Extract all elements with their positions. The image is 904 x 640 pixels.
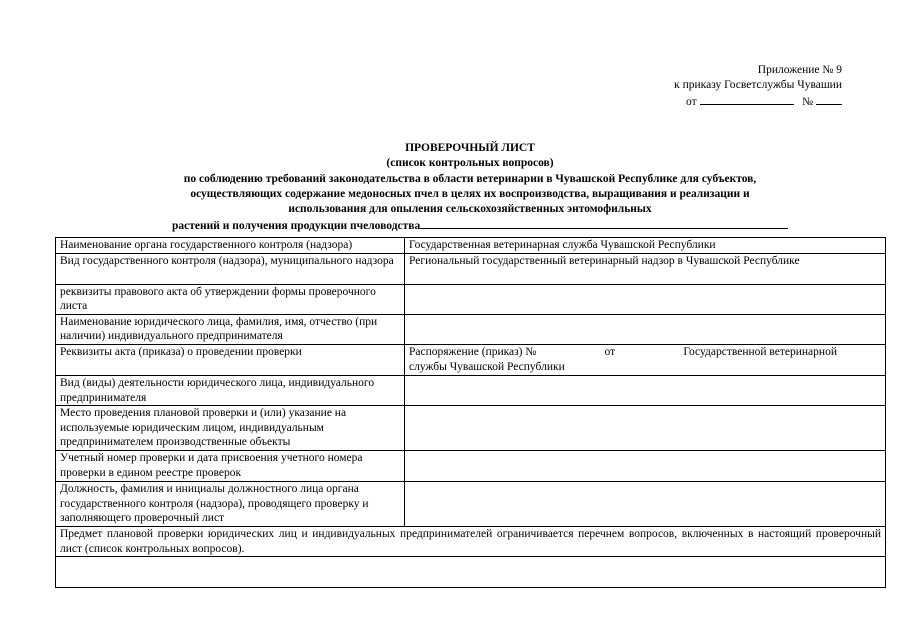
row-label-inspection-place: Место проведения плановой проверки и (или) указание на используемые юридическим лицом, индивидуальным предпринимателем производственные объекты — [56, 406, 405, 451]
header-line-2: осуществляющих содержание медоносных пчел в целях их воспроизводства, выращивания и реализации и — [190, 187, 750, 200]
row-label-activity-type: Вид (виды) деятельности юридического лица, индивидуального предпринимателя — [56, 375, 405, 405]
table-row — [56, 253, 886, 284]
table-row — [56, 527, 886, 557]
row-value-official[interactable] — [405, 482, 886, 527]
order-part-service: Государственной ветеринарной — [683, 345, 837, 358]
header-line-4 — [150, 217, 790, 234]
table-row — [56, 314, 886, 344]
header-line-3: использования для опыления сельскохозяйственных энтомофильных — [288, 203, 652, 216]
row-value-order-details[interactable] — [405, 344, 886, 375]
order-part-line2: службы Чувашской Республики — [409, 360, 565, 373]
order-part-number: Распоряжение (приказ) № — [409, 345, 537, 358]
document-subtitle: (список контрольных вопросов) — [386, 157, 554, 170]
appendix-date-line — [674, 93, 842, 110]
row-value-registry-number[interactable] — [405, 451, 886, 482]
appendix-order-ref: к приказу Госветслужбы Чувашии — [674, 79, 842, 91]
row-value-control-body[interactable]: Государственная ветеринарная служба Чувашской Республики — [405, 238, 886, 254]
appendix-number-blank[interactable] — [816, 93, 842, 105]
row-value-inspection-place[interactable] — [405, 406, 886, 451]
appendix-date-prefix: от — [686, 96, 697, 108]
row-label-entity-name: Наименование юридического лица, фамилия, имя, отчество (при наличии) индивидуального предпринимателя — [56, 314, 405, 344]
row-value-control-type[interactable]: Региональный государственный ветеринарный надзор в Чувашской Республике — [405, 253, 886, 284]
row-label-official: Должность, фамилия и инициалы должностного лица органа государственного контроля (надзора), проводящего проверку и заполняющего проверочный лист — [56, 482, 405, 527]
row-label-control-type: Вид государственного контроля (надзора), муниципального надзора — [56, 253, 405, 284]
row-label-registry-number: Учетный номер проверки и дата присвоения учетного номера проверки в едином реестре проверок — [56, 451, 405, 482]
table-row — [56, 406, 886, 451]
appendix-number-sign: № — [802, 96, 814, 108]
row-value-legal-act[interactable] — [405, 284, 886, 314]
appendix-title: Приложение № 9 — [757, 64, 842, 76]
inspection-subject-text: Предмет плановой проверки юридических лиц и индивидуальных предпринимателей ограничивается перечнем вопросов, включенных в настоящий проверочный лист (список контрольных вопросов). — [56, 527, 886, 557]
document-title: ПРОВЕРОЧНЫЙ ЛИСТ — [405, 142, 535, 154]
table-row — [56, 375, 886, 405]
table-row — [56, 557, 886, 588]
table-row — [56, 284, 886, 314]
checklist-table — [55, 237, 886, 588]
table-row — [56, 482, 886, 527]
table-row — [56, 451, 886, 482]
header-line-4-blank[interactable] — [420, 217, 788, 229]
order-part-from: от — [604, 345, 616, 358]
table-row — [56, 344, 886, 375]
appendix-date-blank[interactable] — [700, 93, 794, 105]
row-label-order-details: Реквизиты акта (приказа) о проведении проверки — [56, 344, 405, 375]
row-label-legal-act: реквизиты правового акта об утверждении формы проверочного листа — [56, 284, 405, 314]
empty-row[interactable] — [56, 557, 886, 588]
appendix-block — [674, 63, 842, 110]
row-label-control-body: Наименование органа государственного контроля (надзора) — [56, 238, 405, 254]
table-row — [56, 238, 886, 254]
document-header — [150, 141, 790, 235]
row-value-activity-type[interactable] — [405, 375, 886, 405]
header-line-1: по соблюдению требований законодательства в области ветеринарии в Чувашской Республике для субъектов, — [183, 172, 757, 185]
row-value-entity-name[interactable] — [405, 314, 886, 344]
header-line-4-text: растений и получения продукции пчеловодства — [172, 220, 421, 233]
